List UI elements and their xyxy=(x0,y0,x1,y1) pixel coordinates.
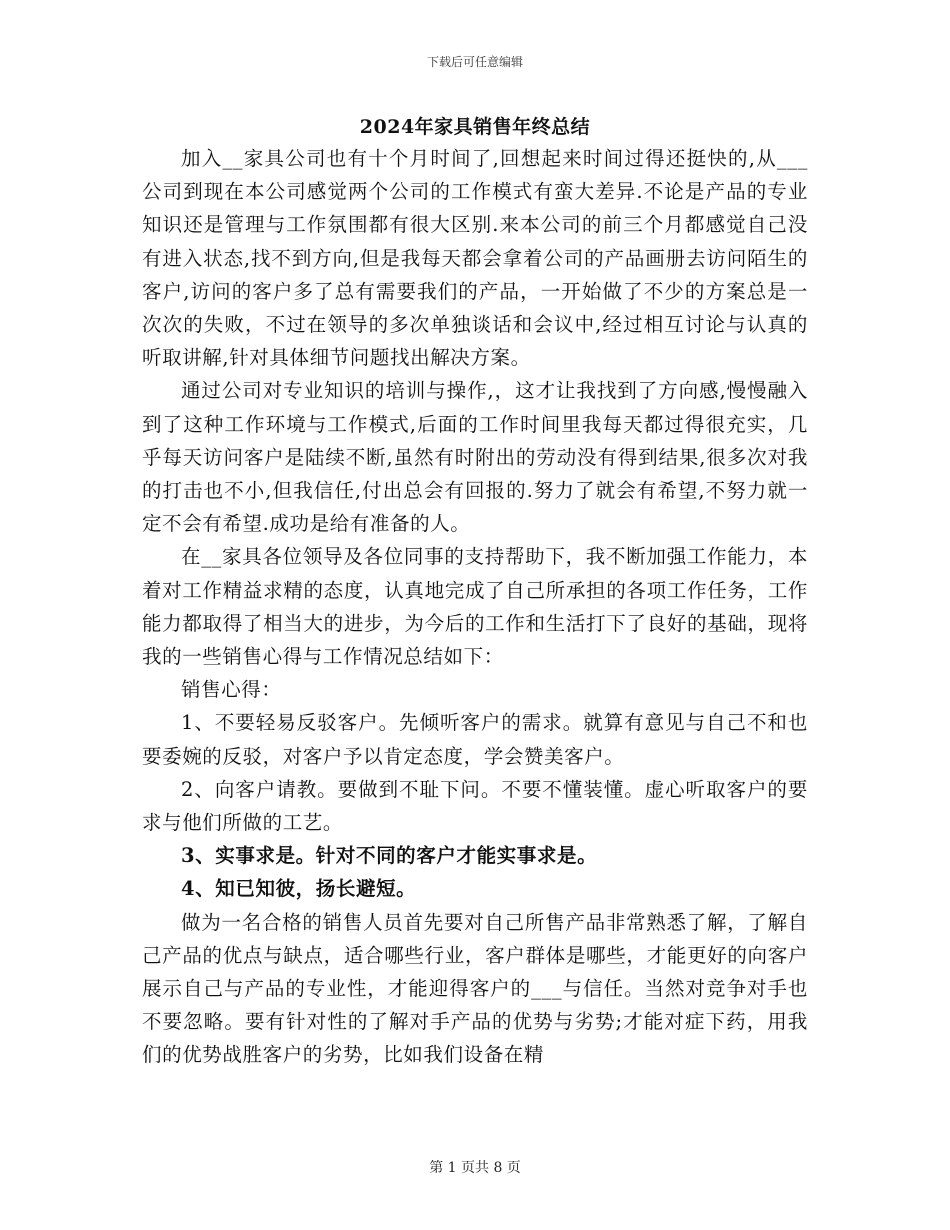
page-header: 下载后可任意编辑 xyxy=(426,55,523,69)
paragraph: 1、不要轻易反驳客户。先倾听客户的需求。就算有意见与自己不和也要委婉的反驳，对客户予以肯定态度，学会赞美客户。 xyxy=(142,711,808,768)
document-body xyxy=(142,142,808,1072)
paragraph-bold: 3、实事求是。针对不同的客户才能实事求是。 xyxy=(181,844,598,868)
paragraph: 销售心得： xyxy=(181,678,282,702)
paragraph: 加入__家具公司也有十个月时间了,回想起来时间过得还挺快的,从___公司到现在本公司感觉两个公司的工作模式有蛮大差异.不论是产品的专业知识还是管理与工作氛围都有很大区别.来本公司的前三个月都感觉自己没有进入状态,找不到方向,但是我每天都会拿着公司的产品画册去访问陌生的客户,访问的客户多了总有需要我们的产品，一开始做了不少的方案总是一次次的失败，不过在领导的多次单独谈话和会议中,经过相互讨论与认真的听取讲解,针对具体细节问题找出解决方案。 xyxy=(142,147,808,370)
page-footer: 第 1 页共 8 页 xyxy=(429,1160,521,1176)
document-title: 2024年家具销售年终总结 xyxy=(359,116,591,138)
paragraph: 通过公司对专业知识的培训与操作,，这才让我找到了方向感,慢慢融入到了这种工作环境与工作模式,后面的工作时间里我每天都过得很充实，几乎每天访问客户是陆续不断,虽然有时附出的劳动没有得到结果,很多次对我的打击也不小,但我信任,付出总会有回报的.努力了就会有希望,不努力就一定不会有希望.成功是给有准备的人。 xyxy=(142,379,808,536)
paragraph: 在__家具各位领导及各位同事的支持帮助下，我不断加强工作能力，本着对工作精益求精的态度，认真地完成了自己所承担的各项工作任务，工作能力都取得了相当大的进步，为今后的工作和生活打下了良好的基础，现将我的一些销售心得与工作情况总结如下： xyxy=(142,545,808,669)
paragraph: 做为一名合格的销售人员首先要对自己所售产品非常熟悉了解，了解自己产品的优点与缺点，适合哪些行业，客户群体是哪些，才能更好的向客户展示自己与产品的专业性，才能迎得客户的___与信任。当然对竞争对手也不要忽略。要有针对性的了解对手产品的优势与劣势;才能对症下药，用我们的优势战胜客户的劣势，比如我们设备在精 xyxy=(142,910,808,1067)
paragraph-bold: 4、知已知彼，扬长避短。 xyxy=(181,877,417,901)
paragraph: 2、向客户请教。要做到不耻下问。不要不懂装懂。虚心听取客户的要求与他们所做的工艺。 xyxy=(142,777,808,835)
